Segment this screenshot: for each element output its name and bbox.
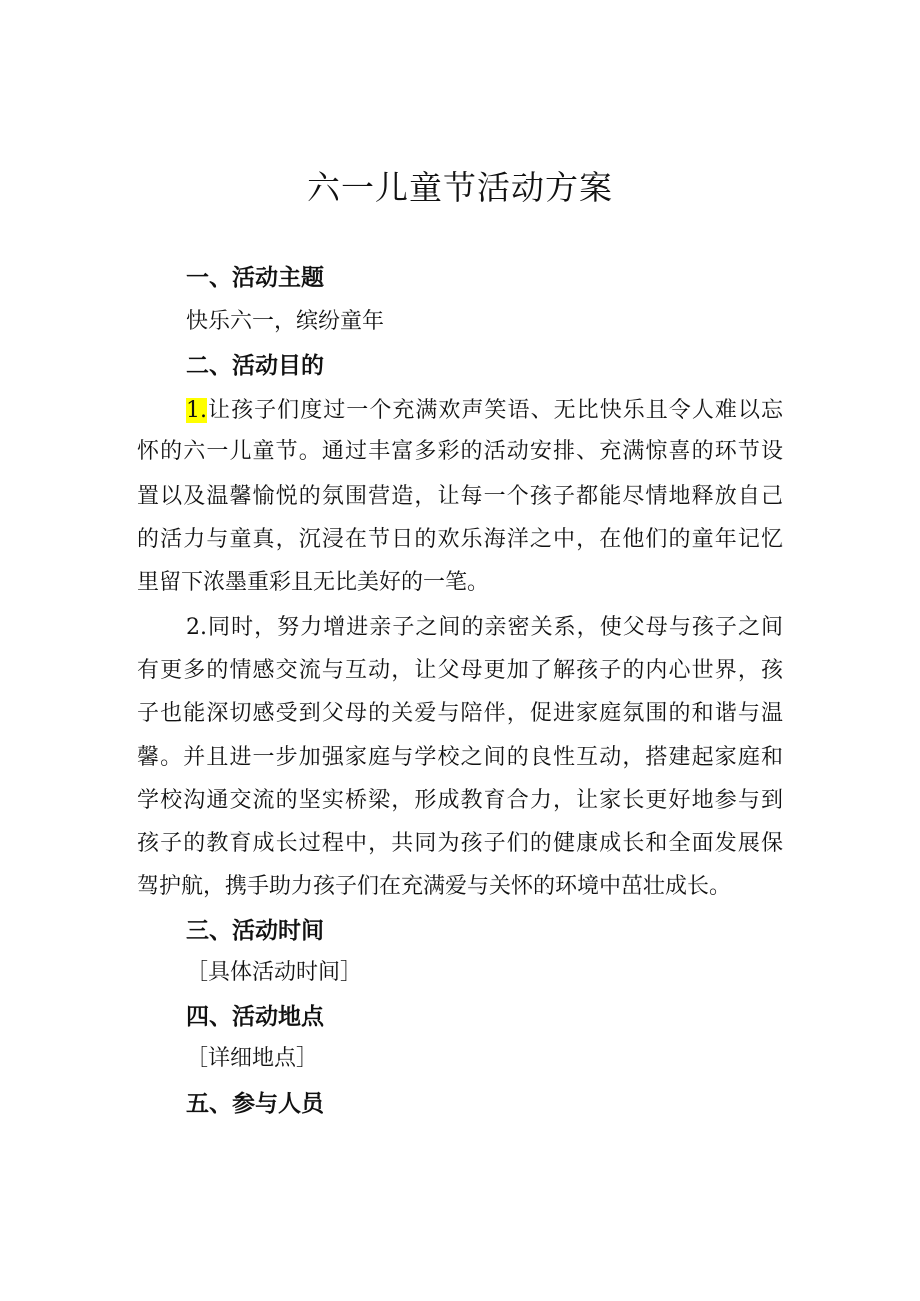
paragraph-line: 学校沟通交流的坚实桥梁，形成教育合力，让家长更好地参与到 [137,788,783,813]
section-heading-purpose: 二、活动目的 [186,353,324,379]
highlighted-number: 1. [186,398,207,423]
paragraph-line: 怀的六一儿童节。通过丰富多彩的活动安排、充满惊喜的环节设 [137,439,783,464]
paragraph-line [186,395,783,427]
section-body-location: ［详细地点］ [186,1046,319,1071]
document-title: 六一儿童节活动方案 [307,168,613,207]
paragraph-line: 里留下浓墨重彩且无比美好的一笔。 [137,570,490,595]
paragraph-line: 有更多的情感交流与互动，让父母更加了解孩子的内心世界，孩 [137,658,783,683]
section-heading-time: 三、活动时间 [186,918,324,944]
paragraph-line: 子也能深切感受到父母的关爱与陪伴，促进家庭氛围的和谐与温 [137,701,783,726]
paragraph-line: 置以及温馨愉悦的氛围营造，让每一个孩子都能尽情地释放自己 [137,484,783,509]
paragraph-line: 馨。并且进一步加强家庭与学校之间的良性互动，搭建起家庭和 [137,745,783,770]
paragraph-line: 驾护航，携手助力孩子们在充满爱与关怀的环境中茁壮成长。 [137,874,732,899]
section-body-time: ［具体活动时间］ [186,960,363,985]
section-body-theme: 快乐六一，缤纷童年 [186,309,385,334]
paragraph-line: 孩子的教育成长过程中，共同为孩子们的健康成长和全面发展保 [137,831,783,856]
section-heading-location: 四、活动地点 [186,1004,324,1030]
paragraph-line: 的活力与童真，沉浸在节日的欢乐海洋之中，在他们的童年记忆 [137,527,783,552]
section-heading-theme: 一、活动主题 [186,265,324,291]
paragraph-line: 2.同时，努力增进亲子之间的亲密关系，使父母与孩子之间 [186,615,783,640]
section-heading-participants: 五、参与人员 [186,1091,324,1117]
paragraph-line-text: 让孩子们度过一个充满欢声笑语、无比快乐且令人难以忘 [207,398,783,423]
